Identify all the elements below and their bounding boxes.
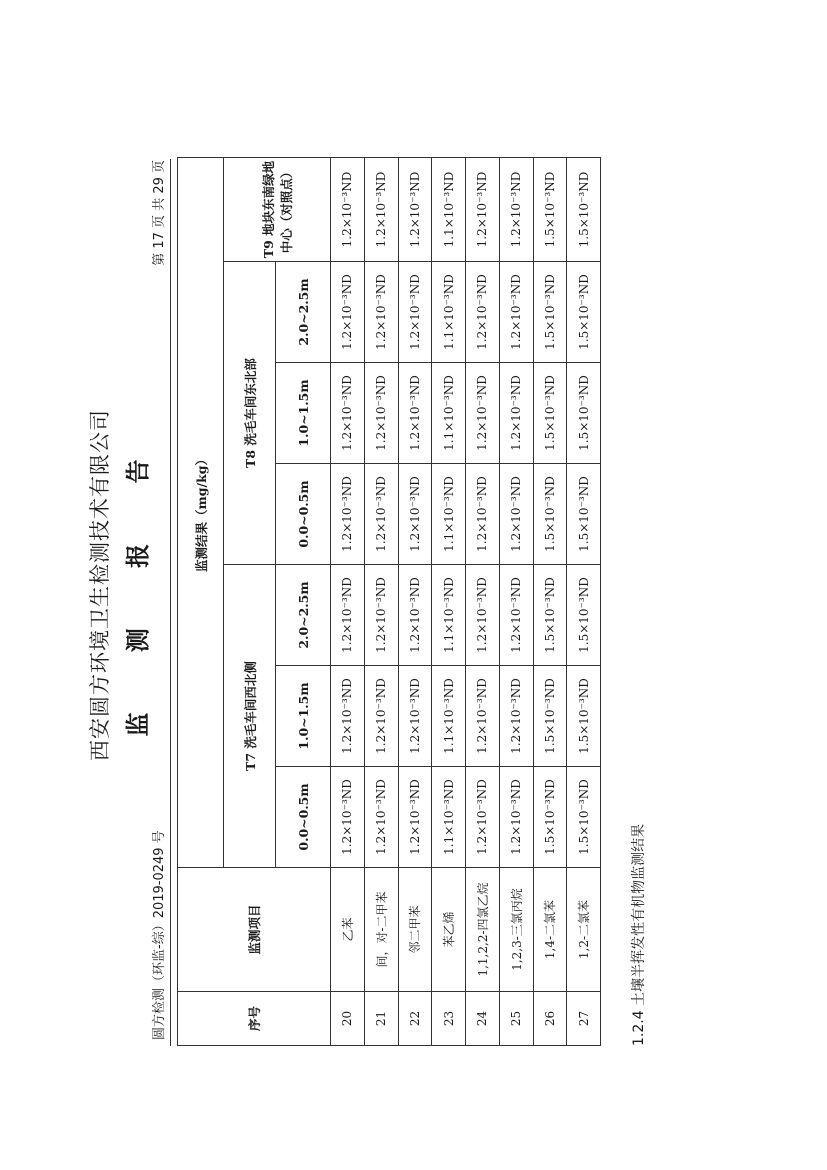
value-cell: 1.2×10⁻³ND bbox=[364, 262, 398, 363]
value-cell: 1.2×10⁻³ND bbox=[398, 666, 432, 767]
value-cell: 1.5×10⁻³ND bbox=[533, 565, 567, 666]
table-row bbox=[432, 157, 466, 1045]
value-cell: 1.2×10⁻³ND bbox=[466, 666, 500, 767]
item-cell: 1,2,3-三氯丙烷 bbox=[499, 868, 533, 992]
value-cell: 1.2×10⁻³ND bbox=[364, 565, 398, 666]
group-header-t9: T9 地块东南绿地中心（对照点） bbox=[224, 157, 331, 261]
item-header: 监测项目 bbox=[178, 868, 331, 992]
seq-cell: 27 bbox=[567, 992, 601, 1046]
value-cell: 1.2×10⁻³ND bbox=[331, 565, 365, 666]
value-cell: 1.5×10⁻³ND bbox=[533, 262, 567, 363]
value-cell: 1.2×10⁻³ND bbox=[499, 666, 533, 767]
report-title: 监 测 报 告 bbox=[123, 433, 152, 737]
value-cell: 1.2×10⁻³ND bbox=[331, 666, 365, 767]
value-cell: 1.2×10⁻³ND bbox=[466, 157, 500, 261]
item-cell: 1,2-二氯苯 bbox=[567, 868, 601, 992]
value-cell: 1.2×10⁻³ND bbox=[466, 464, 500, 565]
table-row bbox=[533, 157, 567, 1045]
seq-cell: 26 bbox=[533, 992, 567, 1046]
table-row bbox=[398, 157, 432, 1045]
value-cell: 1.2×10⁻³ND bbox=[499, 157, 533, 261]
value-cell: 1.2×10⁻³ND bbox=[364, 157, 398, 261]
table-row bbox=[567, 157, 601, 1045]
value-cell: 1.1×10⁻³ND bbox=[432, 464, 466, 565]
result-header: 监测结果（mg/kg） bbox=[178, 157, 224, 867]
depth-header: 2.0~2.5m bbox=[276, 565, 331, 666]
value-cell: 1.2×10⁻³ND bbox=[331, 464, 365, 565]
page-number: 第 17 页 共 29 页 bbox=[152, 160, 167, 266]
depth-header: 0.0~0.5m bbox=[276, 767, 331, 868]
group-header-t8: T8 洗毛车间东北部 bbox=[224, 262, 276, 565]
value-cell: 1.2×10⁻³ND bbox=[499, 262, 533, 363]
value-cell: 1.2×10⁻³ND bbox=[499, 464, 533, 565]
item-cell: 间，对-二甲苯 bbox=[364, 868, 398, 992]
item-cell: 1,4-二氯苯 bbox=[533, 868, 567, 992]
seq-cell: 24 bbox=[466, 992, 500, 1046]
value-cell: 1.2×10⁻³ND bbox=[364, 767, 398, 868]
company-name: 西安圆方环境卫生检测技术有限公司 bbox=[88, 409, 112, 761]
value-cell: 1.2×10⁻³ND bbox=[499, 565, 533, 666]
item-cell: 1,1,2,2-四氯乙烷 bbox=[466, 868, 500, 992]
depth-header: 1.0~1.5m bbox=[276, 363, 331, 464]
seq-cell: 23 bbox=[432, 992, 466, 1046]
value-cell: 1.1×10⁻³ND bbox=[432, 565, 466, 666]
value-cell: 1.2×10⁻³ND bbox=[398, 262, 432, 363]
value-cell: 1.2×10⁻³ND bbox=[364, 666, 398, 767]
depth-header: 0.0~0.5m bbox=[276, 464, 331, 565]
depth-header: 1.0~1.5m bbox=[276, 666, 331, 767]
value-cell: 1.2×10⁻³ND bbox=[364, 464, 398, 565]
seq-header: 序号 bbox=[178, 992, 331, 1046]
value-cell: 1.1×10⁻³ND bbox=[432, 363, 466, 464]
value-cell: 1.5×10⁻³ND bbox=[567, 157, 601, 261]
report-number: 圆方检测（环监-综）2019-0249 号 bbox=[152, 830, 167, 1040]
seq-cell: 25 bbox=[499, 992, 533, 1046]
seq-cell: 22 bbox=[398, 992, 432, 1046]
value-cell: 1.5×10⁻³ND bbox=[567, 666, 601, 767]
value-cell: 1.2×10⁻³ND bbox=[331, 363, 365, 464]
depth-header: 2.0~2.5m bbox=[276, 262, 331, 363]
value-cell: 1.1×10⁻³ND bbox=[432, 767, 466, 868]
value-cell: 1.1×10⁻³ND bbox=[432, 666, 466, 767]
value-cell: 1.5×10⁻³ND bbox=[533, 464, 567, 565]
value-cell: 1.5×10⁻³ND bbox=[567, 363, 601, 464]
value-cell: 1.2×10⁻³ND bbox=[466, 363, 500, 464]
value-cell: 1.5×10⁻³ND bbox=[567, 464, 601, 565]
table-row bbox=[331, 157, 365, 1045]
value-cell: 1.5×10⁻³ND bbox=[567, 262, 601, 363]
value-cell: 1.2×10⁻³ND bbox=[331, 767, 365, 868]
seq-cell: 21 bbox=[364, 992, 398, 1046]
value-cell: 1.5×10⁻³ND bbox=[533, 767, 567, 868]
group-header-t7: T7 洗毛车间西北侧 bbox=[224, 565, 276, 868]
monitoring-results-table bbox=[177, 157, 601, 1046]
table-body bbox=[331, 157, 601, 1045]
value-cell: 1.5×10⁻³ND bbox=[533, 666, 567, 767]
value-cell: 1.2×10⁻³ND bbox=[466, 565, 500, 666]
value-cell: 1.1×10⁻³ND bbox=[432, 157, 466, 261]
value-cell: 1.5×10⁻³ND bbox=[533, 363, 567, 464]
value-cell: 1.2×10⁻³ND bbox=[499, 767, 533, 868]
table-row bbox=[364, 157, 398, 1045]
header-divider bbox=[170, 159, 171, 1046]
value-cell: 1.2×10⁻³ND bbox=[466, 767, 500, 868]
value-cell: 1.2×10⁻³ND bbox=[398, 157, 432, 261]
item-cell: 邻二甲苯 bbox=[398, 868, 432, 992]
value-cell: 1.5×10⁻³ND bbox=[533, 157, 567, 261]
value-cell: 1.5×10⁻³ND bbox=[567, 767, 601, 868]
table-row bbox=[499, 157, 533, 1045]
value-cell: 1.2×10⁻³ND bbox=[331, 262, 365, 363]
section-heading: 1.2.4 土壤半挥发性有机物监测结果 bbox=[631, 823, 647, 1046]
value-cell: 1.2×10⁻³ND bbox=[499, 363, 533, 464]
item-cell: 苯乙烯 bbox=[432, 868, 466, 992]
value-cell: 1.2×10⁻³ND bbox=[331, 157, 365, 261]
value-cell: 1.2×10⁻³ND bbox=[398, 363, 432, 464]
item-cell: 乙苯 bbox=[331, 868, 365, 992]
value-cell: 1.2×10⁻³ND bbox=[398, 565, 432, 666]
seq-cell: 20 bbox=[331, 992, 365, 1046]
value-cell: 1.2×10⁻³ND bbox=[398, 464, 432, 565]
value-cell: 1.1×10⁻³ND bbox=[432, 262, 466, 363]
value-cell: 1.2×10⁻³ND bbox=[398, 767, 432, 868]
value-cell: 1.2×10⁻³ND bbox=[364, 363, 398, 464]
value-cell: 1.5×10⁻³ND bbox=[567, 565, 601, 666]
table-row bbox=[466, 157, 500, 1045]
value-cell: 1.2×10⁻³ND bbox=[466, 262, 500, 363]
